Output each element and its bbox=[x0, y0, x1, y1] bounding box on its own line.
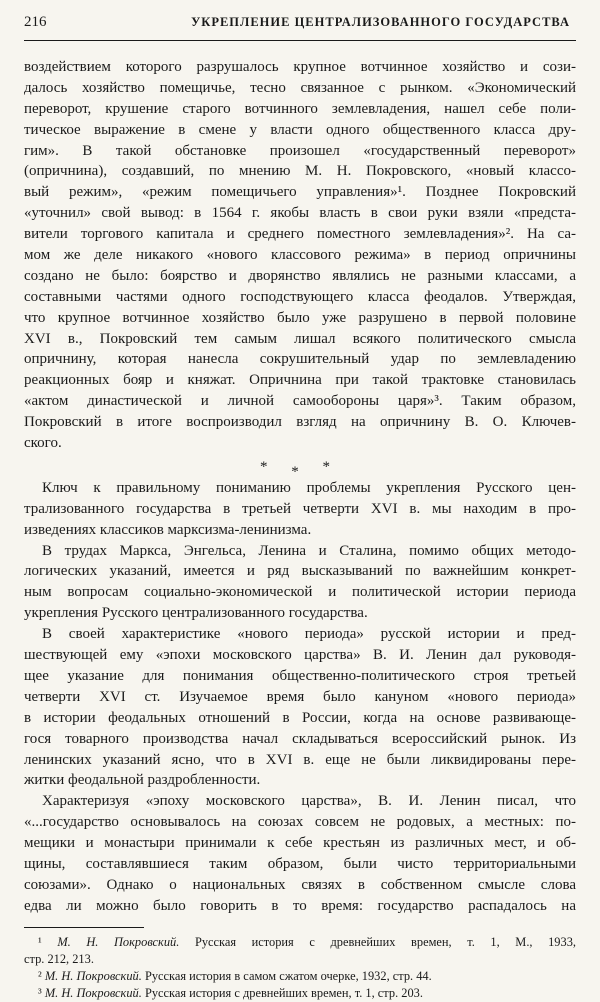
paragraph-1 bbox=[24, 57, 576, 454]
text-line: укрепления Русского централизованного государства. bbox=[24, 605, 368, 622]
paragraph-2 bbox=[24, 478, 576, 541]
paragraph-3 bbox=[24, 541, 576, 625]
footnote-author: М. Н. Покровский. bbox=[57, 934, 180, 949]
text-line: составными частями одного господствующего класса феодалов. Утверждая, bbox=[24, 288, 576, 305]
footnote-text: Русская история в самом сжатом очерке, 1932, стр. 44. bbox=[144, 968, 432, 983]
text-line: В своей характеристике «нового периода» русской истории и пред- bbox=[42, 626, 576, 643]
text-line: В трудах Маркса, Энгельса, Ленина и Сталина, помимо общих методо- bbox=[42, 542, 576, 559]
text-line: трализованного государства в третьей четверти XVI в. мы находим в про- bbox=[24, 500, 576, 517]
page-header bbox=[24, 14, 576, 41]
footnote-continuation: стр. 212, 213. bbox=[24, 951, 94, 966]
text-line: «актом династической и личной самообороны царя»³. Таким образом, bbox=[24, 393, 576, 410]
separator-star: * bbox=[291, 463, 309, 480]
footnote-text: Русская история с древнейших времен, т. 1, М., 1933, bbox=[194, 934, 576, 949]
text-line: вители торгового капитала и среднего поместного землевладения»². На са- bbox=[24, 226, 576, 243]
footnote bbox=[24, 985, 576, 1002]
text-line: мещики и монастыри принимали к себе крестьян из различных мест, и об- bbox=[24, 835, 576, 852]
section-separator bbox=[24, 456, 576, 478]
text-line: гим». В такой обстановке произошел «государственный переворот» bbox=[24, 142, 576, 159]
footnote-mark: ¹ bbox=[38, 934, 42, 949]
text-line: союзами». Однако о национальных связях в собственном смысле слова bbox=[24, 876, 576, 893]
text-line: создано не было: боярство и дворянство являлись не разными классами, а bbox=[24, 267, 576, 284]
text-line: вый режим», «режим помещичьего управления»¹. Позднее Покровский bbox=[24, 184, 576, 201]
running-title: УКРЕПЛЕНИЕ ЦЕНТРАЛИЗОВАННОГО ГОСУДАРСТВА bbox=[191, 15, 570, 29]
footnote bbox=[24, 968, 576, 985]
text-line: опричнину, которая нанесла сокрушительный удар по землевладению bbox=[24, 351, 576, 368]
text-line: шествующей ему «эпохи московского царства» В. И. Ленин дал руководя- bbox=[24, 647, 576, 664]
footnote-mark: ² bbox=[38, 968, 42, 983]
text-line: четверти XVI ст. Изучаемое время было кануном «нового периода» bbox=[24, 688, 576, 705]
book-page bbox=[24, 14, 576, 1002]
text-line: изведениях классиков марксизма-ленинизма. bbox=[24, 521, 312, 538]
text-line: едва ли можно было говорить в то время: государство распадалось на bbox=[24, 897, 576, 914]
text-line: XVI в., Покровский тем самым лишал всякого политического смысла bbox=[24, 330, 576, 347]
text-line: житки феодальной раздробленности. bbox=[24, 772, 261, 789]
footnote-author: М. Н. Покровский. bbox=[44, 968, 142, 983]
footnote-text: Русская история с древнейших времен, т. 1, стр. 203. bbox=[144, 985, 423, 1000]
text-line: воздействием которого разрушалось крупное вотчинное хозяйство и сози- bbox=[24, 59, 576, 75]
text-line: (опричнина), создавший, по мнению М. Н. Покровского, «новый классо- bbox=[24, 163, 576, 180]
paragraph-4 bbox=[24, 624, 576, 791]
footnote-author: М. Н. Покровский. bbox=[44, 985, 142, 1000]
text-line: тическое выражение в смене у власти одного общественного класса дру- bbox=[24, 121, 576, 138]
footnote-mark: ³ bbox=[38, 985, 42, 1000]
text-line: ленинских указаний ясно, что в XVI в. еще не были ликвидированы пере- bbox=[24, 751, 576, 768]
text-line: «...государство основывалось на союзах совсем не родовых, а местных: по- bbox=[24, 814, 576, 831]
text-line: Характеризуя «эпоху московского царства», В. И. Ленин писал, что bbox=[42, 793, 576, 810]
text-line: в истории феодальных отношений в России, когда на основе развивающе- bbox=[24, 709, 576, 726]
separator-star: * bbox=[260, 458, 278, 475]
body-text bbox=[24, 57, 576, 917]
text-line: гося товарного производства начал складываться всероссийский рынок. Из bbox=[24, 730, 576, 747]
paragraph-5 bbox=[24, 791, 576, 916]
text-line: переворот, крушение старого вотчинного землевладения, нашел себе поли- bbox=[24, 100, 576, 117]
separator-star: * bbox=[322, 458, 340, 475]
text-line: ского. bbox=[24, 435, 62, 452]
text-line: мом же деле никакого «нового классового режима» в период опричнины bbox=[24, 247, 576, 264]
text-line: «уточнил» свой вывод: в 1564 г. якобы власть в свои руки взяли «предста- bbox=[24, 205, 576, 222]
text-line: что крупное вотчинное хозяйство было уже разрушено в первой половине bbox=[24, 309, 576, 326]
text-line: далось хозяйство помещичье, тесно связанное с рынком. «Экономический bbox=[24, 79, 576, 96]
page-number: 216 bbox=[24, 14, 47, 30]
text-line: Ключ к правильному пониманию проблемы укрепления Русского цен- bbox=[42, 479, 576, 496]
text-line: щины, составлявшиеся таким образом, были чисто территориальными bbox=[24, 855, 576, 872]
text-line: щее указание для понимания общественно-политического строя третьей bbox=[24, 667, 576, 684]
text-line: Покровский в итоге воспроизводил взгляд на опричнину В. О. Ключев- bbox=[24, 414, 576, 431]
footnote bbox=[24, 934, 576, 951]
text-line: ным вопросам социально-экономической и политической истории периода bbox=[24, 584, 576, 601]
text-line: реакционных бояр и княжат. Опричнина при такой трактовке становилась bbox=[24, 372, 576, 389]
text-line: логических указаний, имеется и ряд высказываний по важнейшим конкрет- bbox=[24, 563, 576, 580]
footnote-rule bbox=[24, 927, 144, 928]
